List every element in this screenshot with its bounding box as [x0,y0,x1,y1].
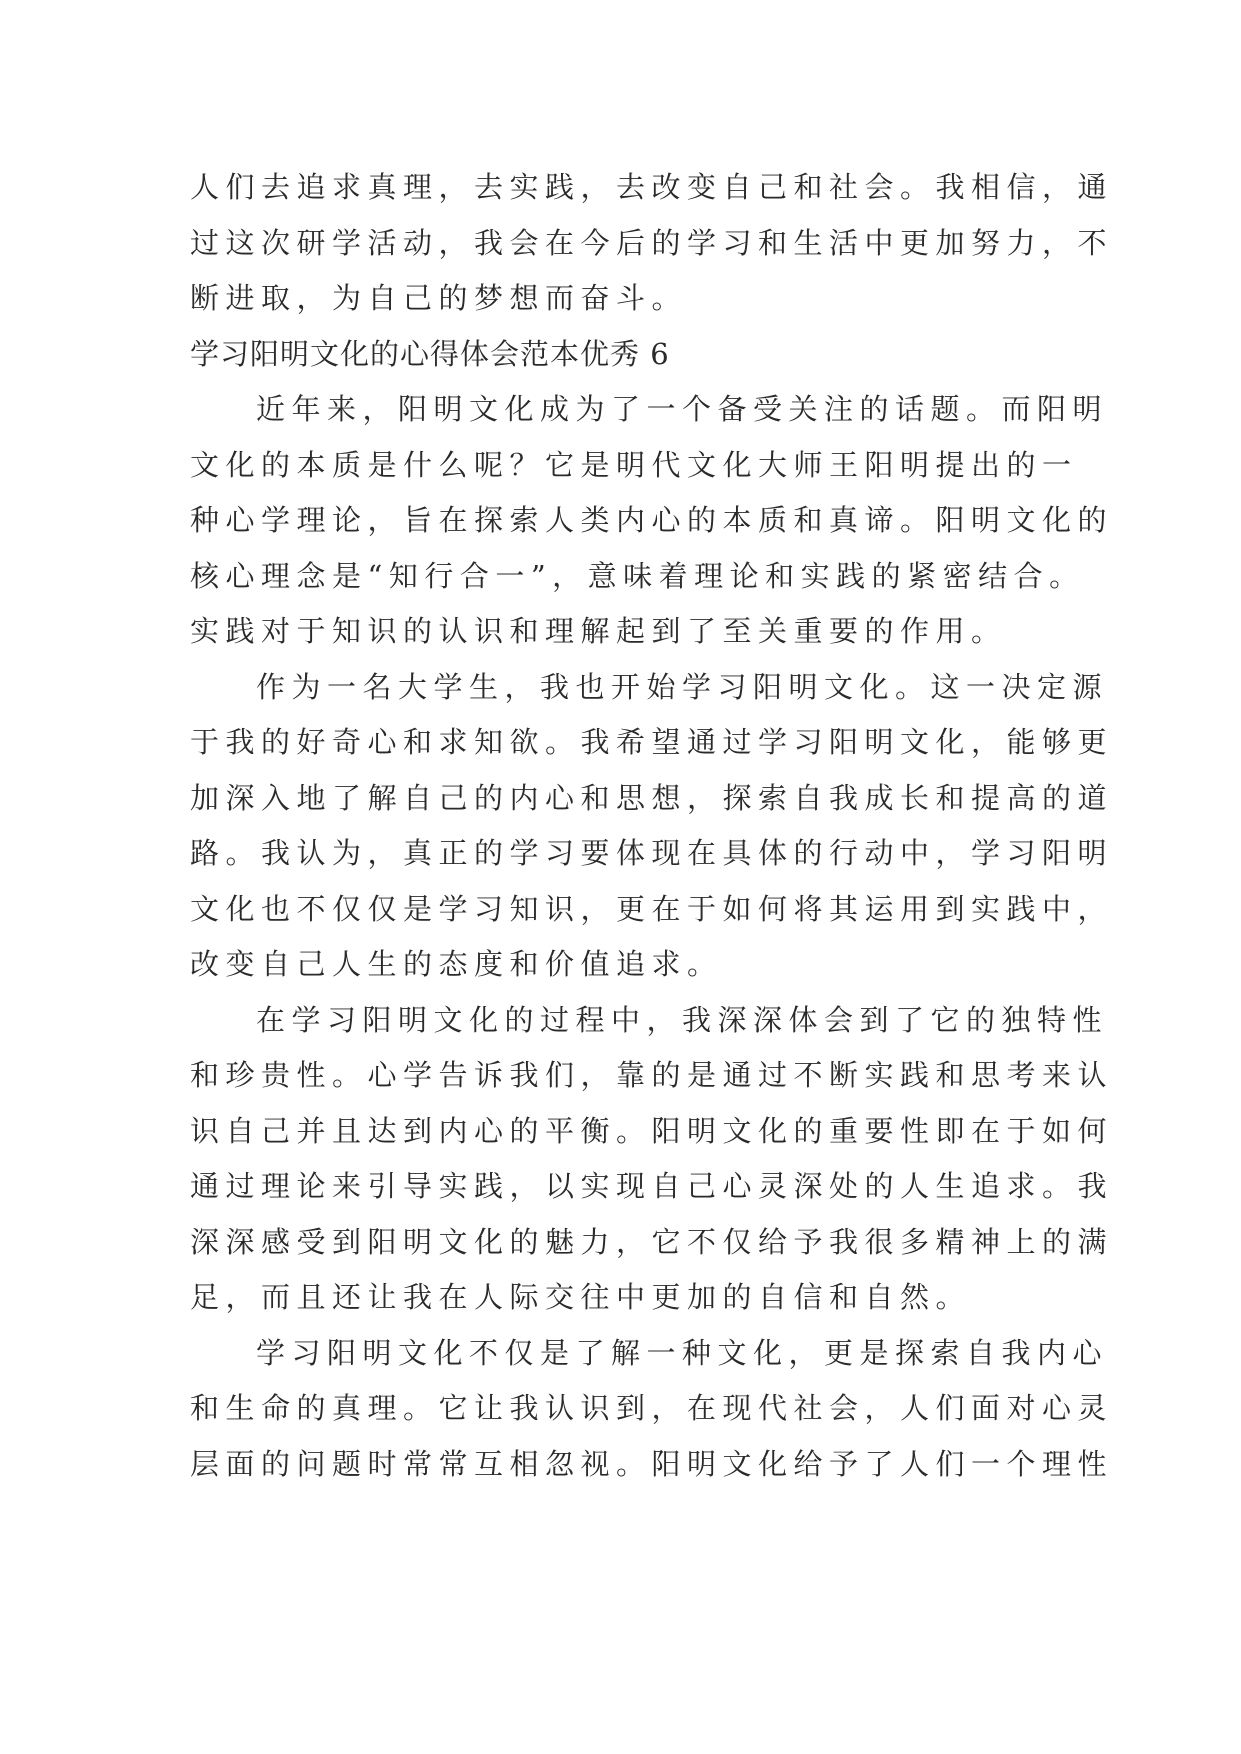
text-line: 断进取，为自己的梦想而奋斗。 [190,281,688,315]
text-line: 识自己并且达到内心的平衡。阳明文化的重要性即在于如何 [190,1113,1114,1148]
text-line: 近年来，阳明文化成为了一个备受关注的话题。而阳明 [256,392,1109,426]
text-line: 种心学理论，旨在探索人类内心的本质和真谛。阳明文化的 [190,503,1114,537]
text-line: 人们去追求真理，去实践，去改变自己和社会。我相信，通 [190,170,1114,204]
section-title: 学习阳明文化的心得体会范本优秀 6 [190,336,670,371]
text-line: 通过理论来引导实践，以实现自己心灵深处的人生追求。我 [190,1169,1114,1203]
paragraph-1 [190,382,1114,660]
text-line: 学习阳明文化不仅是了解一种文化，更是探索自我内心 [256,1335,1109,1370]
continuation-paragraph [190,160,1114,327]
text-line: 足，而且还让我在人际交往中更加的自信和自然。 [190,1280,972,1314]
text-line: 和珍贵性。心学告诉我们，靠的是通过不断实践和思考来认 [190,1058,1114,1092]
paragraph-4 [190,1326,1114,1493]
text-line: 文化也不仅仅是学习知识，更在于如何将其运用到实践中， [190,891,1114,926]
text-line: 层面的问题时常常互相忽视。阳明文化给予了人们一个理性 [190,1446,1114,1481]
text-line: 核心理念是“知行合一”，意味着理论和实践的紧密结合。 [190,558,1085,593]
text-line: 实践对于知识的认识和理解起到了至关重要的作用。 [190,614,1007,648]
text-line: 路。我认为，真正的学习要体现在具体的行动中，学习阳明 [190,836,1114,870]
text-line: 作为一名大学生，我也开始学习阳明文化。这一决定源 [256,669,1109,704]
document-page [190,160,1114,1492]
text-line: 改变自己人生的态度和价值追求。 [190,947,723,981]
text-line: 在学习阳明文化的过程中，我深深体会到了它的独特性 [256,1002,1109,1037]
paragraph-3 [190,993,1114,1326]
text-line: 过这次研学活动，我会在今后的学习和生活中更加努力，不 [190,225,1114,260]
text-line: 和生命的真理。它让我认识到，在现代社会，人们面对心灵 [190,1391,1114,1425]
text-line: 于我的好奇心和求知欲。我希望通过学习阳明文化，能够更 [190,725,1114,759]
text-line: 文化的本质是什么呢？它是明代文化大师王阳明提出的一 [190,447,1078,482]
text-line: 加深入地了解自己的内心和思想，探索自我成长和提高的道 [190,780,1114,815]
paragraph-2 [190,660,1114,993]
text-line: 深深感受到阳明文化的魅力，它不仅给予我很多精神上的满 [190,1224,1114,1259]
